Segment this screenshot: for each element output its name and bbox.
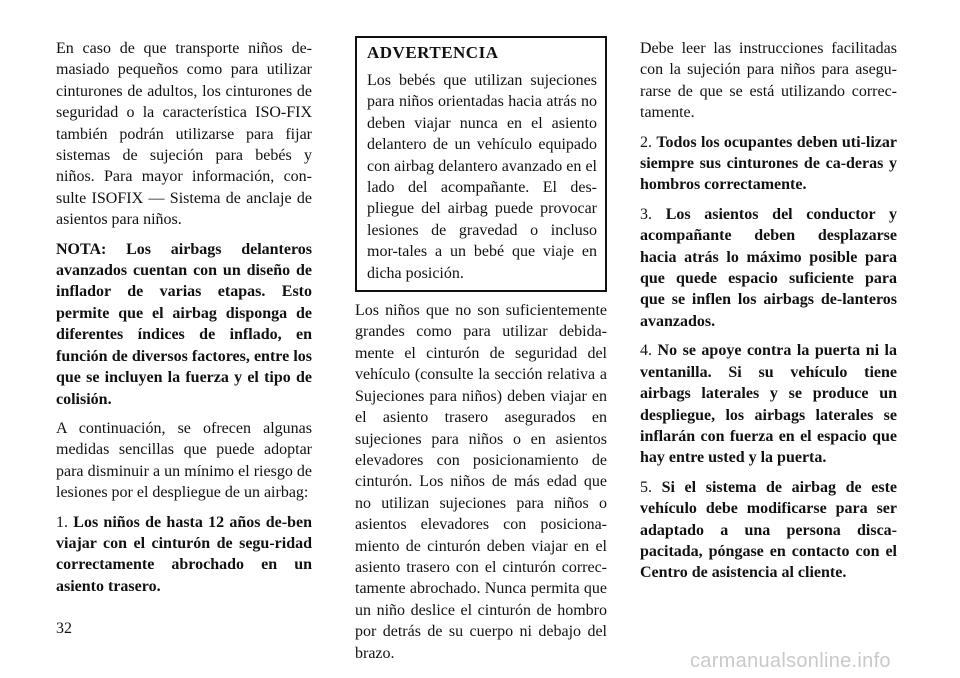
list-item-5: [640, 477, 897, 584]
page-number: 32: [56, 620, 72, 637]
column-left: [56, 38, 312, 605]
list-item-5-number: 5.: [640, 478, 652, 496]
warning-text: Los bebés que utilizan sujeciones para niños orientadas hacia atrás no deben viajar nunca en el asiento delantero de un vehículo equipado con airbag delantero avanzado en el lado del acompañante. El des-pliegue del airbag puede provocar lesiones de gravedad o incluso mor-tales a un bebé que viaje en dicha posición.: [367, 72, 597, 282]
list-item-5-text: Si el sistema de airbag de este vehículo debe modificarse para ser adaptado a una persona disca-pacitada, póngase en contacto con el Centro de asistencia al cliente.: [640, 478, 898, 582]
list-item-4: [640, 340, 897, 468]
list-item-1-text: Los niños de hasta 12 años de-ben viajar con el cinturón de segu-ridad correctamente abrochado en un asiento trasero.: [56, 513, 313, 595]
list-item-3: [640, 204, 897, 332]
list-item-2-text: Todos los ocupantes deben uti-lizar siempre sus cinturones de ca-deras y hombros correctamente.: [640, 133, 897, 194]
list-item-4-text: No se apoye contra la puerta ni la ventanilla. Si su vehículo tiene airbags laterales y se produce un despliegue, los airbags laterales se inflarán con fuerza en el espacio que hay entre usted y la puerta.: [640, 342, 897, 467]
warning-box: [355, 36, 607, 292]
children-seating-paragraph: Los niños que no son suficientemente grandes como para utilizar debida-mente el cinturón de seguridad del vehículo (consulte la sección relativa a Sujeciones para niños) deben viajar en el asiento trasero asegurados en sujeciones para niños o en asientos elevadores con posicionamiento de cinturón. Los niños de más edad que no utilizan sujeciones para niños o asientos elevadores con posiciona-miento de cinturón deben viajar en el asiento trasero con el cinturón correc-tamente abrochado. Nunca permita que un niño deslice el cinturón de hombro por detrás de su cuerpo ni debajo del brazo.: [355, 302, 607, 662]
list-item-3-text: Los asientos del conductor y acompañante deben desplazarse hacia atrás lo máximo posible para que quede espacio suficiente para que se inflen los airbags de-lanteros avanzados.: [640, 205, 898, 330]
warning-title: ADVERTENCIA: [367, 43, 499, 62]
list-item-3-number: 3.: [640, 205, 652, 223]
list-item-2-number: 2.: [640, 133, 652, 151]
instructions-paragraph: Debe leer las instrucciones facilitadas con la sujeción para niños para asegu-rarse de que se está utilizando correc-tamente.: [640, 40, 897, 122]
list-item-1-number: 1.: [56, 513, 68, 531]
measures-intro-paragraph: A continuación, se ofrecen algunas medidas sencillas que puede adoptar para disminuir a un mínimo el riesgo de lesiones por el despliegue de un airbag:: [56, 419, 312, 502]
list-item-1: [56, 512, 312, 598]
column-right: [640, 38, 897, 592]
intro-paragraph: En caso de que transporte niños de-masiado pequeños como para utilizar cinturones de adultos, los cinturones de seguridad o la característica ISO-FIX también podrán utilizarse para fijar sistemas de sujeción para bebés y niños. Para mayor información, con-sulte ISOFIX — Sistema de anclaje de asientos para niños.: [56, 40, 312, 229]
list-item-2: [640, 132, 897, 196]
list-item-4-number: 4.: [640, 342, 652, 360]
watermark: carmanualsonline.info: [690, 650, 891, 672]
note-text: NOTA: Los airbags delanteros avanzados cuentan con un diseño de inflador de varias etapas. Esto permite que el airbag disponga de diferentes índices de inflado, en función de diversos factores, entre los que se incluyen la fuerza y el tipo de colisión.: [56, 240, 312, 408]
note-paragraph: [56, 239, 312, 410]
column-middle: [355, 38, 607, 672]
